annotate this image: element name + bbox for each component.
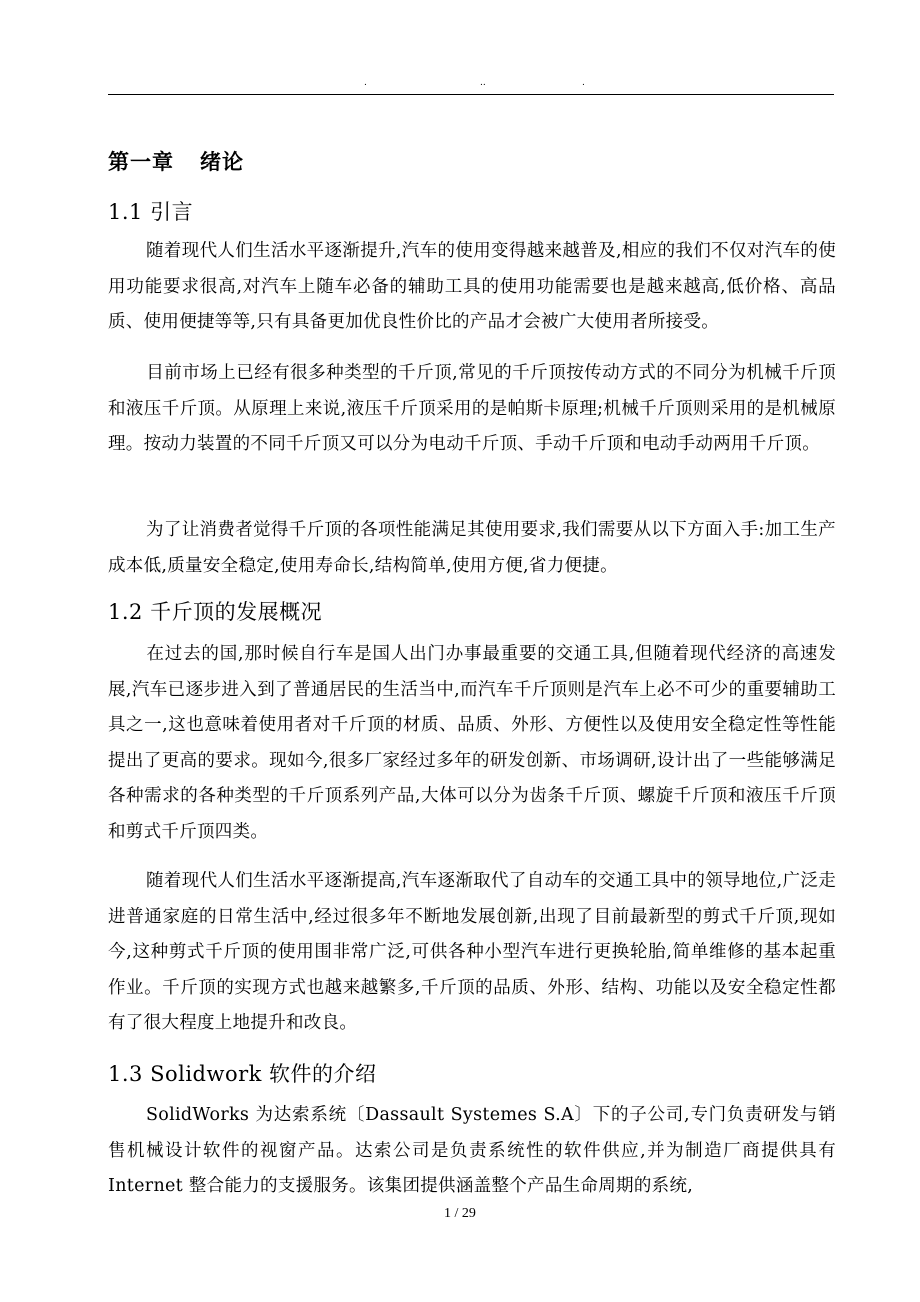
- page-header: [108, 74, 834, 95]
- page-number: 1 / 29: [444, 1206, 476, 1221]
- paragraph: [108, 864, 836, 1042]
- paragraph-text: 在过去的国,那时候自行车是国人出门办事最重要的交通工具,但随着现代经济的高速发展,汽车已逐步进入到了普通居民的生活当中,而汽车千斤顶则是汽车上必不可少的重要辅助工具之一,这也意味着使用者对千斤顶的材质、品质、外形、方便性以及使用安全稳定性等性能提出了更高的要求。现如今,很多厂家经过多年的研发创新、市场调研,设计出了一些能够满足各种需求的各种类型的千斤顶系列产品,大体可以分为齿条千斤顶、螺旋千斤顶和液压千斤顶和剪式千斤顶四类。: [108, 644, 836, 842]
- section-title-1-2: 1.2 千斤顶的发展概况: [108, 600, 323, 624]
- paragraph: [108, 513, 836, 584]
- paragraph: [108, 234, 836, 341]
- chapter-number: 第一章: [108, 149, 174, 174]
- paragraph-text: 为了让消费者觉得千斤顶的各项性能满足其使用要求,我们需要从以下方面入手:加工生产成本低,质量安全稳定,使用寿命长,结构简单,使用方便,省力便捷。: [108, 520, 836, 576]
- header-dot: .: [364, 78, 367, 88]
- header-dot: .: [582, 78, 585, 88]
- paragraph-text: 随着现代人们生活水平逐渐提高,汽车逐渐取代了自动车的交通工具中的领导地位,广泛走进普通家庭的日常生活中,经过很多年不断地发展创新,出现了目前最新型的剪式千斤顶,现如今,这种剪式千斤顶的使用围非常广泛,可供各种小型汽车进行更换轮胎,简单维修的基本起重作业。千斤顶的实现方式也越来越繁多,千斤顶的品质、外形、结构、功能以及安全稳定性都有了很大程度上地提升和改良。: [108, 871, 836, 1033]
- chapter-title: [108, 146, 244, 176]
- paragraph-text: SolidWorks 为达索系统〔Dassault Systemes S.A〕下的子公司,专门负责研发与销售机械设计软件的视窗产品。达索公司是负责系统性的软件供应,并为制造厂商提供具有 Internet 整合能力的支援服务。该集团提供涵盖整个产品生命周期的系统,: [108, 1105, 836, 1196]
- paragraph: [108, 637, 836, 850]
- header-dot: ..: [480, 78, 486, 88]
- paragraph-text: 目前市场上已经有很多种类型的千斤顶,常见的千斤顶按传动方式的不同分为机械千斤顶和液压千斤顶。从原理上来说,液压千斤顶采用的是帕斯卡原理;机械千斤顶则采用的是机械原理。按动力装置的不同千斤顶又可以分为电动千斤顶、手动千斤顶和电动手动两用千斤顶。: [108, 363, 836, 454]
- paragraph: [108, 356, 836, 463]
- section-title-1-1: 1.1 引言: [108, 200, 194, 224]
- section-title-1-3: 1.3 Solidwork 软件的介绍: [108, 1062, 377, 1086]
- paragraph-text: 随着现代人们生活水平逐渐提升,汽车的使用变得越来越普及,相应的我们不仅对汽车的使用功能要求很高,对汽车上随车必备的辅助工具的使用功能需要也是越来越高,低价格、高品质、使用便捷等等,只有具备更加优良性价比的产品才会被广大使用者所接受。: [108, 241, 836, 332]
- paragraph: [108, 1098, 836, 1205]
- chapter-subtitle: 绪论: [200, 149, 244, 174]
